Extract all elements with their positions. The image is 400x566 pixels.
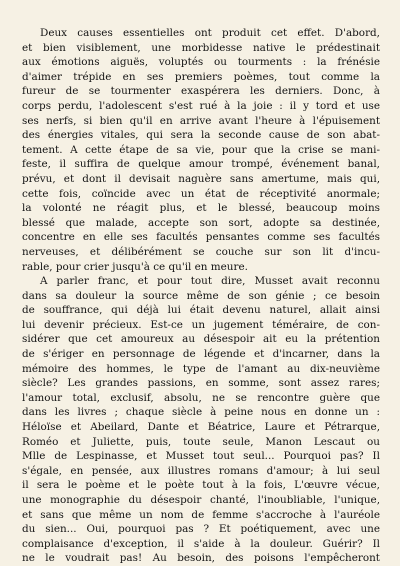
text-line: d'aimer trépide en ses premiers poèmes, tout comme la xyxy=(22,70,380,83)
text-line: rable, pour crier jusqu'à ce qu'il en meure. xyxy=(22,260,248,273)
text-line: Héloïse et Abeilard, Dante et Béatrice, Laure et Pétrarque, xyxy=(22,421,380,434)
text-line: corps perdu, l'adolescent s'est rué à la joie : il y tord et use xyxy=(22,99,380,112)
text-line: aux émotions aiguës, voluptés ou tourments : la frénésie xyxy=(22,56,380,69)
text-line: complaisance d'exception, il s'aide à la douleur. Guérir? Il xyxy=(22,537,380,550)
text-line: ses nerfs, si bien qu'il en arrive avant l'heure à l'épuisement xyxy=(22,114,380,127)
text-line: de souffrance, qui déjà lui était devenu naturel, allait ainsi xyxy=(22,304,380,317)
text-line: sidérer que cet amoureux au désespoir ait eu la prétention xyxy=(22,333,380,346)
text-line: fureur de se tourmenter exaspérera les derniers. Donc, à xyxy=(22,85,380,98)
text-line: tement. A cette étape de sa vie, pour que la crise se mani- xyxy=(22,143,380,156)
text-line: l'amour total, exclusif, absolu, ne se rencontre guère que xyxy=(22,391,380,404)
text-line: de s'ériger en personnage de légende et d'incarner, dans la xyxy=(22,348,380,361)
text-line: et bien visiblement, une morbidesse native le prédestinait xyxy=(22,41,380,54)
text-line: du sien... Oui, pourquoi pas ? Et poétiquement, avec une xyxy=(22,523,380,536)
text-line: A parler franc, et pour tout dire, Musset avait reconnu xyxy=(40,275,380,288)
text-line: dans sa douleur la source même de son génie ; ce besoin xyxy=(22,289,380,302)
text-line: feste, il suffira de quelque amour trompé, événement banal, xyxy=(22,158,380,171)
text-line: siècle? Les grandes passions, en somme, sont assez rares; xyxy=(22,377,380,390)
text-line: cette fois, coïncide avec un état de réceptivité anormale; xyxy=(22,187,380,200)
text-line: mémoire des hommes, le type de l'amant au dix-neuvième xyxy=(22,362,380,375)
paragraph-2 xyxy=(22,274,380,566)
book-page xyxy=(22,26,380,566)
text-line: dans les livres ; chaque siècle à peine nous en donne un : xyxy=(22,406,380,419)
text-line: la volonté ne réagit plus, et le blessé, beaucoup moins xyxy=(22,202,380,215)
text-line: Mlle de Lespinasse, et Musset tout seul... Pourquoi pas? Il xyxy=(22,450,380,463)
text-line: Roméo et Juliette, puis, toute seule, Manon Lescaut ou xyxy=(22,435,380,448)
text-line: lui devenir précieux. Est-ce un jugement téméraire, de con- xyxy=(22,318,380,331)
text-line: des énergies vitales, qui sera la seconde cause de son abat- xyxy=(22,129,380,142)
text-line: il sera le poème et le poète tout à la fois, L'œuvre vécue, xyxy=(22,479,380,492)
text-line: Deux causes essentielles ont produit cet effet. D'abord, xyxy=(40,27,380,39)
text-line: ne le voudrait pas! Au besoin, des poisons l'empêcheront xyxy=(22,552,380,565)
text-line: et sans que même un nom de femme s'accroche à l'auréole xyxy=(22,508,380,521)
text-line: concentre en elle ses facultés pensantes comme ses facultés xyxy=(22,231,380,244)
paragraph-1 xyxy=(22,26,380,274)
text-line: prévu, et dont il devisait naguère sans amertume, mais qui, xyxy=(22,172,380,185)
text-line: nerveuses, et délibérément se couche sur son lit d'incu- xyxy=(22,245,380,258)
text-line: s'égale, en pensée, aux illustres romans d'amour; à lui seul xyxy=(22,464,380,477)
text-line: blessé que malade, accepte son sort, adopte sa destinée, xyxy=(22,216,380,229)
text-line: une monographie du désespoir chanté, l'inoubliable, l'unique, xyxy=(22,494,380,506)
